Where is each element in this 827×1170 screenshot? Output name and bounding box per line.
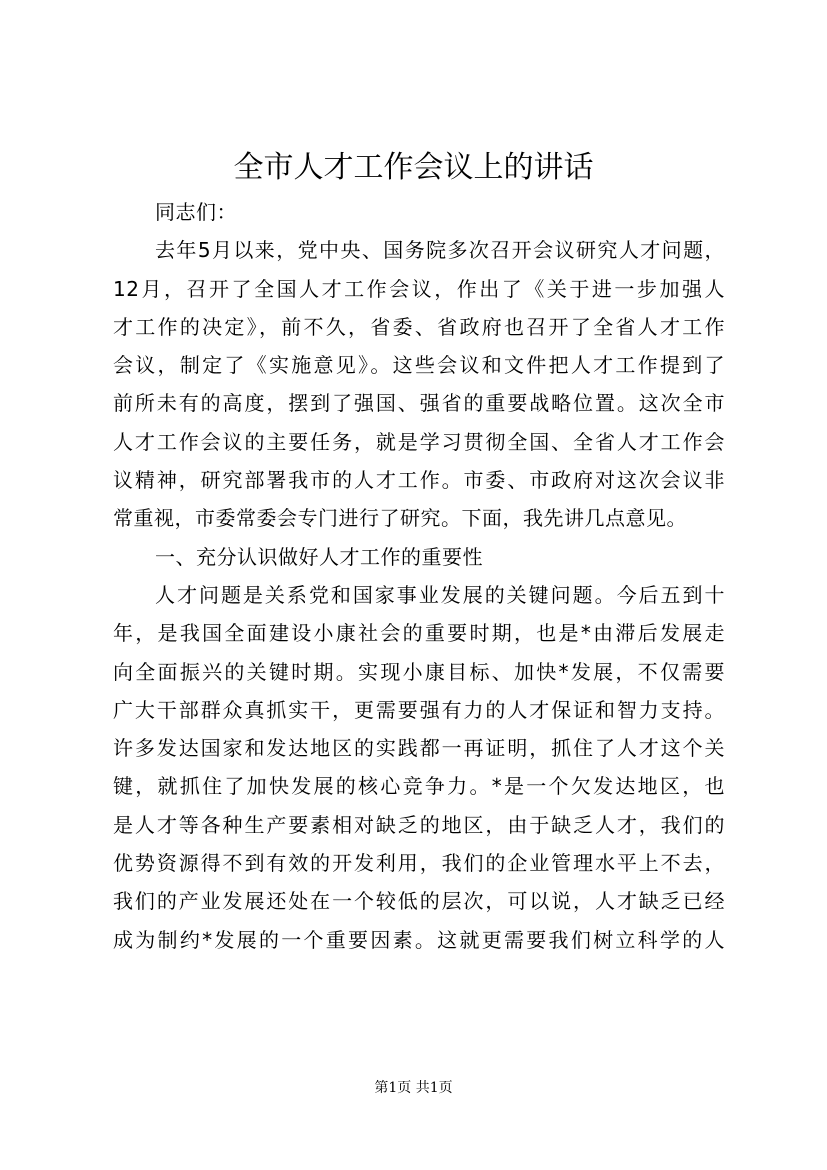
section-heading: 一、充分认识做好人才工作的重要性	[155, 544, 483, 569]
text-line: 键，就抓住了加快发展的核心竞争力。*是一个欠发达地区，也	[113, 774, 725, 799]
text-line: 优势资源得不到有效的开发利用，我们的企业管理水平上不去，	[113, 851, 725, 876]
page-footer: 第1页 共1页	[374, 1080, 453, 1096]
text-line: 去年5月以来，党中央、国务院多次召开会议研究人才问题，	[155, 238, 725, 263]
document-title: 全市人才工作会议上的讲话	[233, 150, 594, 185]
salutation-line: 同志们：	[155, 200, 237, 224]
text-line: 向全面振兴的关键时期。实现小康目标、加快*发展，不仅需要	[113, 659, 725, 684]
text-line: 人才工作会议的主要任务，就是学习贯彻全国、全省人才工作会	[113, 429, 725, 454]
text-line: 才工作的决定》，前不久，省委、省政府也召开了全省人才工作	[113, 314, 725, 339]
text-line: 成为制约*发展的一个重要因素。这就更需要我们树立科学的人	[113, 927, 725, 952]
text-line: 前所未有的高度，摆到了强国、强省的重要战略位置。这次全市	[113, 391, 725, 416]
text-line: 年，是我国全面建设小康社会的重要时期，也是*由滞后发展走	[113, 621, 725, 646]
text-line: 常重视，市委常委会专门进行了研究。下面，我先讲几点意见。	[113, 506, 687, 531]
text-line: 许多发达国家和发达地区的实践都一再证明，抓住了人才这个关	[113, 736, 725, 761]
text-line: 会议，制定了《实施意见》。这些会议和文件把人才工作提到了	[113, 353, 725, 378]
text-line: 议精神，研究部署我市的人才工作。市委、市政府对这次会议非	[113, 468, 725, 493]
text-line: 广大干部群众真抓实干，更需要强有力的人才保证和智力支持。	[113, 697, 725, 722]
text-line: 12月，召开了全国人才工作会议，作出了《关于进一步加强人	[113, 276, 725, 301]
text-line: 是人才等各种生产要素相对缺乏的地区，由于缺乏人才，我们的	[113, 812, 725, 837]
text-line: 我们的产业发展还处在一个较低的层次，可以说，人才缺乏已经	[113, 889, 725, 914]
text-line: 人才问题是关系党和国家事业发展的关键问题。今后五到十	[155, 582, 725, 607]
document-body	[113, 193, 725, 959]
